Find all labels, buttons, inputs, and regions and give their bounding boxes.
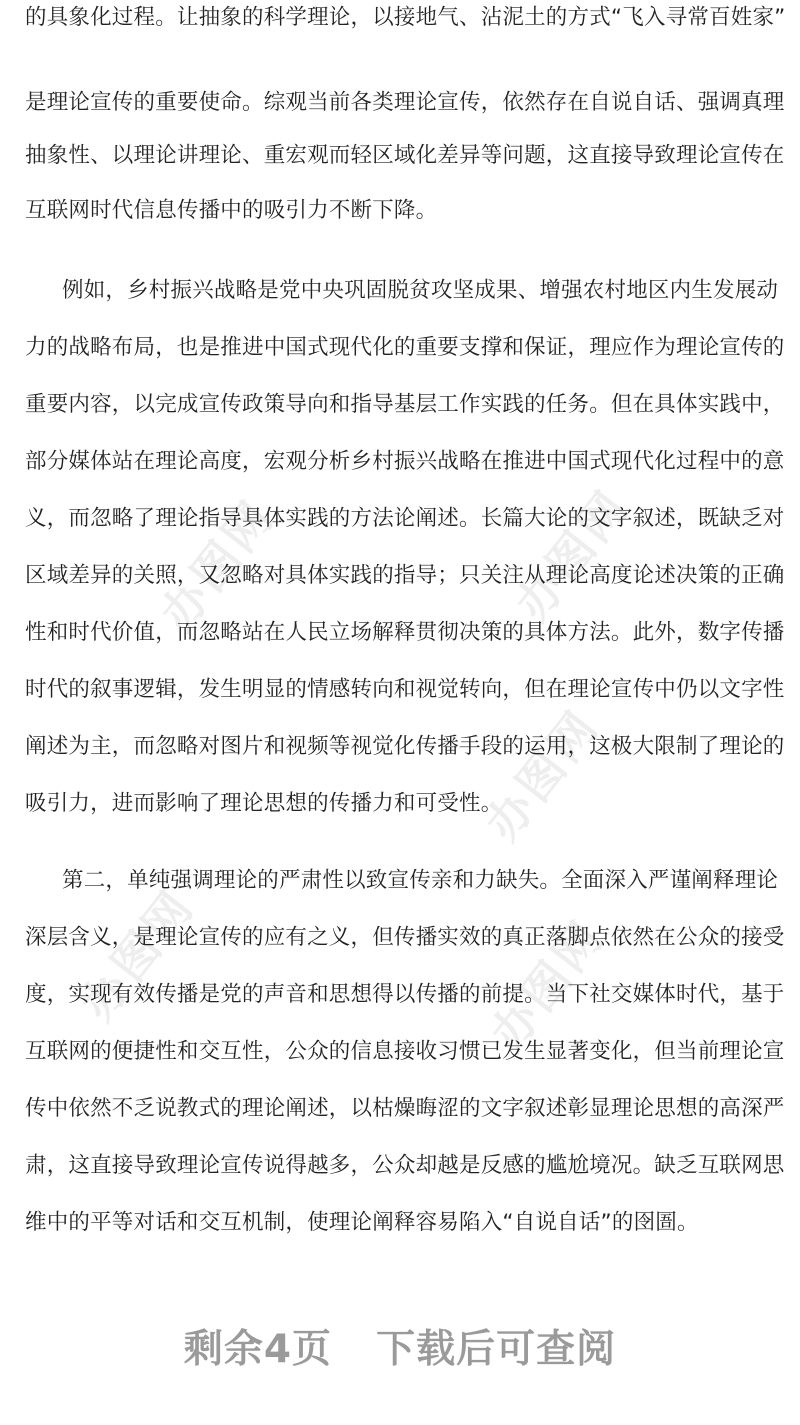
body-text-line: 例如，乡村振兴战略是党中央巩固脱贫攻坚成果、增强农村地区内生发展动	[62, 278, 779, 303]
body-text-line: 抽象性、以理论讲理论、重宏观而轻区域化差异等问题，这直接导致理论宣传在	[25, 143, 785, 168]
download-prompt[interactable]	[0, 1320, 800, 1380]
watermark: 办图网	[149, 489, 285, 641]
body-text-line: 时代的叙事逻辑，发生明显的情感转向和视觉转向，但在理论宣传中仍以文字性	[25, 677, 785, 702]
body-text-line: 维中的平等对话和交互机制，使理论阐释容易陷入“自说自话”的囹圄。	[25, 1210, 699, 1235]
body-text-line: 吸引力，进而影响了理论思想的传播力和可受性。	[25, 791, 503, 816]
body-text-line: 是理论宣传的重要使命。综观当前各类理论宣传，依然存在自说自话、强调真理	[25, 90, 785, 115]
body-text-line: 互联网时代信息传播中的吸引力不断下降。	[25, 198, 438, 223]
watermark: 办图网	[504, 479, 640, 631]
body-text-line: 义，而忽略了理论指导具体实践的方法论阐述。长篇大论的文字叙述，既缺乏对	[25, 506, 785, 531]
body-text-line: 的具象化过程。让抽象的科学理论，以接地气、沾泥土的方式“飞入寻常百姓家”	[25, 5, 786, 30]
body-text-line: 阐述为主，而忽略对图片和视频等视觉化传播手段的运用，这极大限制了理论的	[25, 734, 785, 759]
body-text-line: 互联网的便捷性和交互性，公众的信息接收习惯已发生显著变化，但当前理论宣	[25, 1039, 785, 1064]
body-text-line: 肃，这直接导致理论宣传说得越多，公众却越是反感的尴尬境况。缺乏互联网思	[25, 1153, 785, 1178]
body-text-line: 部分媒体站在理论高度，宏观分析乡村振兴战略在推进中国式现代化过程中的意	[25, 449, 785, 474]
download-to-view-label: 下载后可查阅	[376, 1327, 617, 1372]
body-text-line: 性和时代价值，而忽略站在人民立场解释贯彻决策的具体方法。此外，数字传播	[25, 620, 785, 645]
body-text-line: 深层含义，是理论宣传的应有之义，但传播实效的真正落脚点依然在公众的接受	[25, 925, 785, 950]
watermark: 办图网	[479, 909, 615, 1061]
body-text-line: 传中依然不乏说教式的理论阐述，以枯燥晦涩的文字叙述彰显理论思想的高深严	[25, 1096, 785, 1121]
watermark: 办图网	[69, 879, 205, 1031]
remaining-pages-label: 剩余4页	[183, 1327, 333, 1372]
watermark: 办图网	[474, 699, 610, 851]
body-text-line: 第二，单纯强调理论的严肃性以致宣传亲和力缺失。全面深入严谨阐释理论	[62, 868, 779, 893]
body-text-line: 重要内容，以完成宣传政策导向和指导基层工作实践的任务。但在具体实践中，	[25, 392, 785, 417]
body-text-line: 度，实现有效传播是党的声音和思想得以传播的前提。当下社交媒体时代，基于	[25, 982, 785, 1007]
body-text-line: 力的战略布局，也是推进中国式现代化的重要支撑和保证，理应作为理论宣传的	[25, 335, 785, 360]
body-text-line: 区域差异的关照，又忽略对具体实践的指导；只关注从理论高度论述决策的正确	[25, 563, 785, 588]
